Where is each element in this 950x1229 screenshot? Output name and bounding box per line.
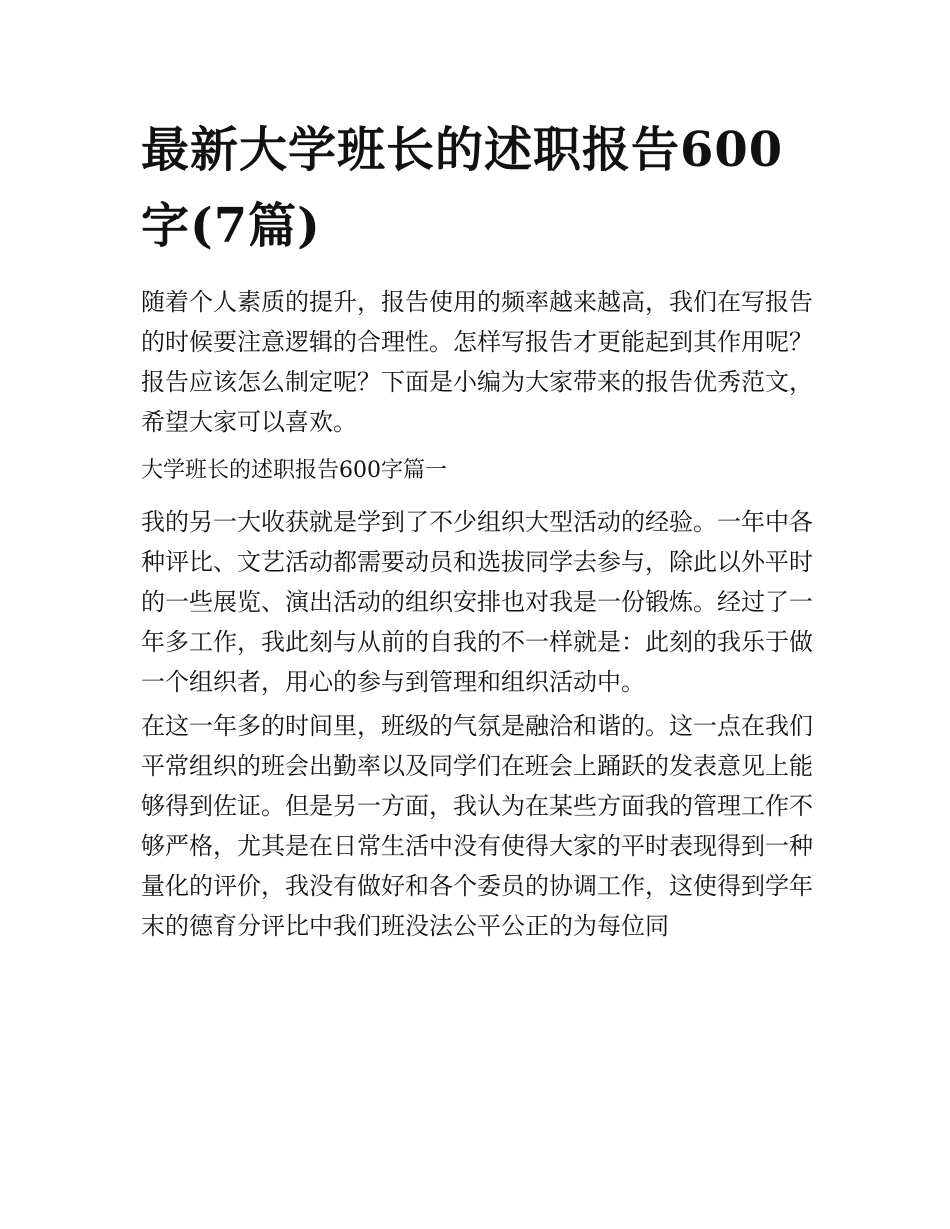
document-page: [141, 112, 813, 946]
body-paragraph-2: 在这一年多的时间里，班级的气氛是融洽和谐的。这一点在我们平常组织的班会出勤率以及同学们在班会上踊跃的发表意见上能够得到佐证。但是另一方面，我认为在某些方面我的管理工作不够严格，尤其是在日常生活中没有使得大家的平时表现得到一种量化的评价，我没有做好和各个委员的协调工作，这使得到学年末的德育分评比中我们班没法公平公正的为每位同: [141, 712, 813, 940]
intro-paragraph: 随着个人素质的提升，报告使用的频率越来越高，我们在写报告的时候要注意逻辑的合理性。怎样写报告才更能起到其作用呢？报告应该怎么制定呢？下面是小编为大家带来的报告优秀范文，希望大家可以喜欢。: [141, 288, 813, 436]
body-paragraph-1: 我的另一大收获就是学到了不少组织大型活动的经验。一年中各种评比、文艺活动都需要动员和选拔同学去参与，除此以外平时的一些展览、演出活动的组织安排也对我是一份锻炼。经过了一年多工作，我此刻与从前的自我的不一样就是：此刻的我乐于做一个组织者，用心的参与到管理和组织活动中。: [141, 508, 813, 696]
section-heading: 大学班长的述职报告600字篇一: [141, 458, 447, 483]
document-title: 最新大学班长的述职报告600字(7篇): [141, 122, 784, 254]
